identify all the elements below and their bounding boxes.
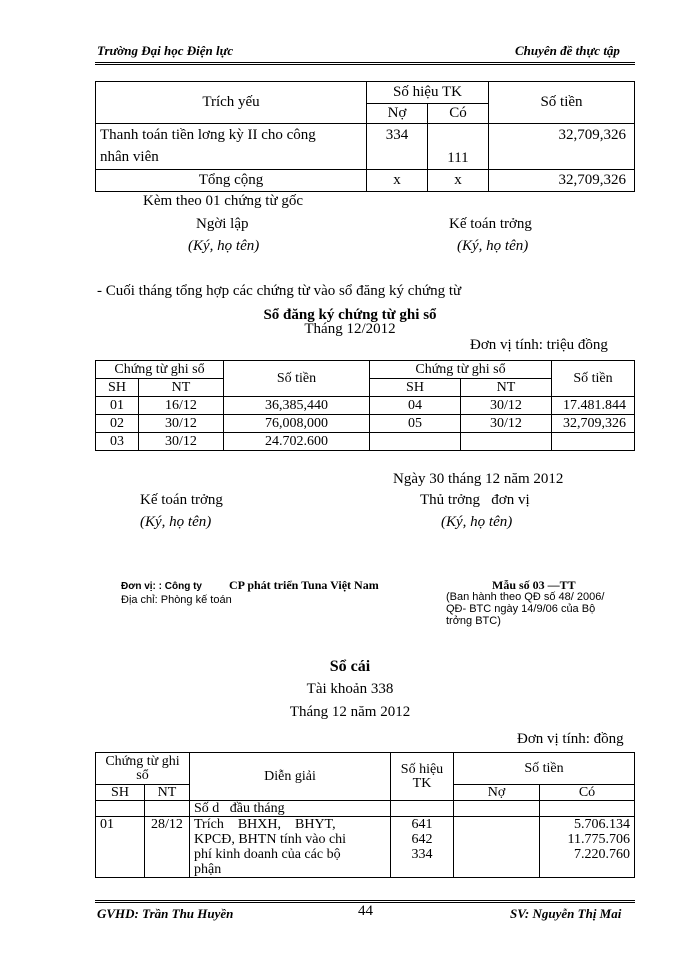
total-amount: 32,709,326 [489,170,635,192]
summary-line: - Cuối tháng tổng hợp các chứng từ vào sổ đăng ký chứng từ [97,283,462,299]
sign2-right-note: (Ký, họ tên) [441,514,513,530]
form-note-2: QĐ- BTC ngày 14/9/06 của Bộ [446,603,596,615]
unit-address: Địa chỉ: Phòng kế toán [121,594,232,606]
attach-text: Kèm theo 01 chứng từ gốc [143,193,303,209]
total-co: x [428,170,489,192]
register-unit: Đơn vị tính: triệu đồng [470,337,608,353]
reg-r1-nt2: 30/12 [461,397,552,415]
sign1-right-note: (Ký, họ tên) [457,238,529,254]
row-desc-line2: nhân viên [100,149,159,165]
total-no: x [367,170,428,192]
form-note-3: trởng BTC) [446,615,501,627]
ledger-table [95,752,635,878]
led-h-ctgs-1: Chứng từ ghi [105,753,180,769]
form-number: Mẫu số 03 —TT [492,578,576,592]
reg-h-sh: SH [96,379,139,397]
led-desc-1: Trích BHXH, BHYT, [194,817,336,832]
reg-r2-amt: 76,008,000 [224,415,370,433]
reg-r1-amt2: 17.481.844 [552,397,635,415]
reg-r1-amt: 36,385,440 [224,397,370,415]
led-h-nt: NT [145,785,190,801]
row-no: 334 [367,124,428,170]
reg-r3-nt: 30/12 [139,433,224,451]
led-row-desc [190,817,391,878]
reg-h-nt: NT [139,379,224,397]
led-co-1: 5.706.134 [574,817,630,832]
led-h-sh: SH [96,785,145,801]
row-desc-line1: Thanh toán tiền lơng kỳ II cho công [100,127,316,143]
led-desc-3: phí kinh doanh của các bộ [194,847,341,862]
led-h-dien-giai: Diễn giải [190,753,391,801]
reg-h-sotien: Số tiền [224,361,370,397]
header-school: Trường Đại học Điện lực [97,43,234,58]
reg-h-ctgs2: Chứng từ ghi sổ [370,361,552,379]
reg-r2-nt: 30/12 [139,415,224,433]
reg-r1-nt: 16/12 [139,397,224,415]
sign1-right-title: Kế toán trởng [449,216,532,232]
header-rule-2 [95,64,635,65]
reg-r2-nt2: 30/12 [461,415,552,433]
form-note [446,591,604,627]
led-row-tk [391,817,454,878]
footer-student: SV: Nguyễn Thị Mai [510,906,622,921]
reg-r2-sh2: 05 [370,415,461,433]
date-line: Ngày 30 tháng 12 năm 2012 [393,471,564,487]
reg-r1-sh: 01 [96,397,139,415]
ledger-unit: Đơn vị tính: đồng [517,731,624,747]
led-row-co [540,817,635,878]
reg-h-sotien2: Số tiền [552,361,635,397]
row-description [96,124,367,170]
col-co: Có [428,104,489,124]
page-number: 44 [358,903,373,919]
led-row-nt: 28/12 [145,817,190,878]
total-label: Tổng cộng [96,170,367,192]
col-so-hieu: Số hiệu TK [367,82,489,104]
header-rule [95,62,635,63]
register-title: Sổ đăng ký chứng từ ghi sổ [263,307,437,323]
sign1-left-note: (Ký, họ tên) [188,238,260,254]
register-table [95,360,635,451]
led-row-sh: 01 [96,817,145,878]
sign2-left-note: (Ký, họ tên) [140,514,212,530]
led-h-so-hieu [391,753,454,801]
led-opening: Số d đầu tháng [190,801,391,817]
reg-r2-amt2: 32,709,326 [552,415,635,433]
register-month: Tháng 12/2012 [304,321,396,337]
voucher-table [95,81,635,192]
form-note-1: (Ban hành theo QĐ số 48/ 2006/ [446,591,605,603]
ledger-month: Tháng 12 năm 2012 [289,704,411,720]
col-so-tien: Số tiền [489,82,635,124]
unit-label: Đơn vị: : Công ty [121,581,202,592]
led-h-co: Có [540,785,635,801]
reg-r3-nt2 [461,433,552,451]
led-row-no [454,817,540,878]
col-no: Nợ [367,104,428,124]
footer-rule [95,900,635,901]
led-h-ctgs [96,753,190,785]
led-tk-3: 334 [411,847,433,862]
reg-h-sh2: SH [370,379,461,397]
led-desc-4: phận [194,862,222,877]
led-h-ctgs-2: sổ [136,767,149,783]
led-desc-2: KPCĐ, BHTN tính vào chi [194,832,347,847]
reg-h-nt2: NT [461,379,552,397]
reg-r3-amt2 [552,433,635,451]
led-tk-2: 642 [411,832,433,847]
led-co-3: 7.220.760 [574,847,630,862]
reg-r3-sh: 03 [96,433,139,451]
sign2-left-title: Kế toán trởng [140,492,223,508]
row-co: 111 [428,124,489,170]
sign1-left-title: Ngời lập [196,216,249,232]
unit-company: CP phát triển Tuna Việt Nam [229,578,379,592]
led-co-2: 11.775.706 [567,832,630,847]
led-h-no: Nợ [454,785,540,801]
ledger-account: Tài khoản 338 [306,681,394,697]
reg-r3-amt: 24.702.600 [224,433,370,451]
led-h-so-tien: Số tiền [454,753,635,785]
led-h-so-hieu-1: Số hiệu [400,761,444,777]
reg-r1-sh2: 04 [370,397,461,415]
row-amount: 32,709,326 [489,124,635,170]
led-h-so-hieu-2: TK [412,775,432,791]
ledger-title: Sổ cái [329,658,371,675]
led-tk-1: 641 [411,817,433,832]
sign2-right-title: Thủ trởng đơn vị [420,492,530,508]
reg-r3-sh2 [370,433,461,451]
reg-h-ctgs: Chứng từ ghi sổ [96,361,224,379]
footer-supervisor: GVHD: Trần Thu Huyền [97,906,234,921]
col-trich-yeu: Trích yếu [96,82,367,124]
reg-r2-sh: 02 [96,415,139,433]
header-topic: Chuyên đề thực tập [515,43,620,58]
